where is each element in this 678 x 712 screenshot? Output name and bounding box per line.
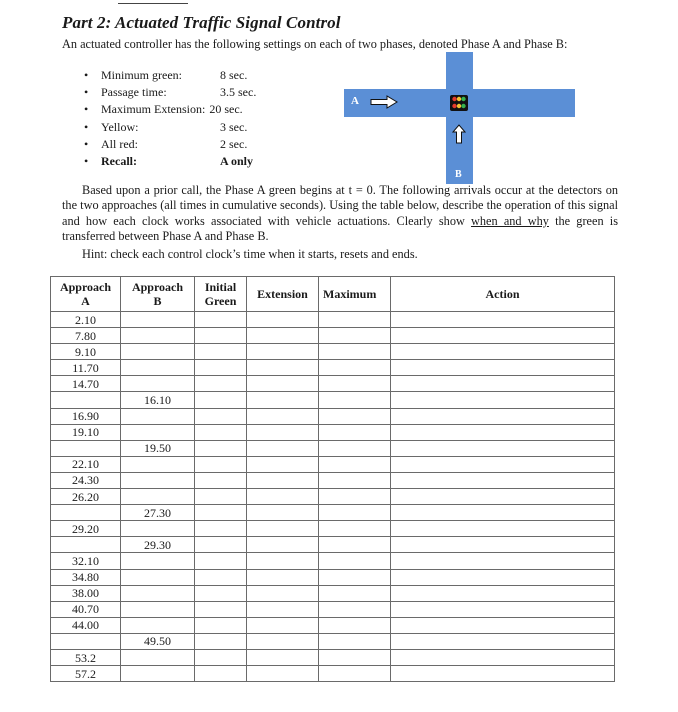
- table-body: [51, 312, 615, 682]
- cell-approach-b: [121, 601, 195, 617]
- cell-approach-a: 9.10: [51, 344, 121, 360]
- cell-extension[interactable]: [247, 601, 319, 617]
- cell-initial-green[interactable]: [195, 633, 247, 649]
- header-initial-green: Initial Green: [195, 277, 247, 312]
- cell-action[interactable]: [391, 344, 615, 360]
- cell-initial-green[interactable]: [195, 328, 247, 344]
- cell-approach-b: [121, 472, 195, 488]
- cell-maximum[interactable]: [319, 344, 391, 360]
- cell-maximum[interactable]: [319, 633, 391, 649]
- setting-value: A only: [220, 154, 254, 169]
- table-row: [51, 649, 615, 665]
- cell-action[interactable]: [391, 489, 615, 505]
- header-approach-b: Approach B: [121, 277, 195, 312]
- cell-initial-green[interactable]: [195, 472, 247, 488]
- cell-maximum[interactable]: [319, 440, 391, 456]
- setting-label: Passage time:: [101, 85, 167, 100]
- setting-label: Yellow:: [101, 119, 139, 134]
- setting-label: Minimum green:: [101, 68, 182, 82]
- cell-maximum[interactable]: [319, 312, 391, 328]
- cell-extension[interactable]: [247, 472, 319, 488]
- cell-approach-a: 40.70: [51, 601, 121, 617]
- cell-extension[interactable]: [247, 569, 319, 585]
- cell-approach-a: 34.80: [51, 569, 121, 585]
- cell-initial-green[interactable]: [195, 376, 247, 392]
- setting-min-green: [84, 67, 256, 84]
- cell-approach-a: [51, 537, 121, 553]
- cell-maximum[interactable]: [319, 666, 391, 682]
- table-row: [51, 456, 615, 472]
- table-row: [51, 440, 615, 456]
- right-arrow-icon: [370, 95, 398, 109]
- cell-extension[interactable]: [247, 424, 319, 440]
- cell-initial-green[interactable]: [195, 521, 247, 537]
- cell-action[interactable]: [391, 521, 615, 537]
- cell-approach-b: 16.10: [121, 392, 195, 408]
- cell-approach-a: 38.00: [51, 585, 121, 601]
- up-arrow-icon: [452, 124, 466, 144]
- approach-b-label: B: [455, 169, 462, 180]
- table-row: [51, 360, 615, 376]
- cell-initial-green[interactable]: [195, 569, 247, 585]
- setting-all-red: [84, 136, 256, 153]
- cell-action[interactable]: [391, 440, 615, 456]
- cell-action[interactable]: [391, 585, 615, 601]
- table-row: [51, 569, 615, 585]
- cell-extension[interactable]: [247, 649, 319, 665]
- cell-extension[interactable]: [247, 392, 319, 408]
- cell-extension[interactable]: [247, 505, 319, 521]
- cell-extension[interactable]: [247, 617, 319, 633]
- setting-label: Recall:: [101, 154, 137, 169]
- cell-approach-b: [121, 408, 195, 424]
- cell-initial-green[interactable]: [195, 617, 247, 633]
- cell-action[interactable]: [391, 424, 615, 440]
- cell-action[interactable]: [391, 569, 615, 585]
- paragraph-text: Based upon a prior call, the Phase A green begins at t = 0. The following arrivals occur at the detectors on the two approaches (all times in cumulative seconds). Using the table below, describe the operation of this signal and how each clock works associated with vehicle actuations. Clearly show: [62, 183, 618, 228]
- top-rule: [118, 0, 188, 4]
- cell-approach-b: 29.30: [121, 537, 195, 553]
- cell-approach-b: [121, 424, 195, 440]
- cell-maximum[interactable]: [319, 601, 391, 617]
- cell-maximum[interactable]: [319, 617, 391, 633]
- cell-approach-a: [51, 440, 121, 456]
- table-row: [51, 537, 615, 553]
- header-approach-a: Approach A: [51, 277, 121, 312]
- cell-maximum[interactable]: [319, 376, 391, 392]
- table-row: [51, 633, 615, 649]
- cell-approach-a: 7.80: [51, 328, 121, 344]
- cell-extension[interactable]: [247, 328, 319, 344]
- cell-initial-green[interactable]: [195, 408, 247, 424]
- table-row: [51, 666, 615, 682]
- header-action: Action: [391, 277, 615, 312]
- cell-maximum[interactable]: [319, 328, 391, 344]
- part-title: Part 2: Actuated Traffic Signal Control: [62, 13, 341, 32]
- intro-text: An actuated controller has the following settings on each of two phases, denoted Phase A and Phase B:: [62, 37, 568, 51]
- paragraph-text-end: the green is transferred between Phase A and Phase B.: [62, 213, 618, 244]
- cell-approach-b: [121, 328, 195, 344]
- cell-maximum[interactable]: [319, 408, 391, 424]
- cell-maximum[interactable]: [319, 585, 391, 601]
- cell-extension[interactable]: [247, 440, 319, 456]
- cell-approach-b: [121, 553, 195, 569]
- bullet-icon: •: [84, 85, 89, 100]
- table-row: [51, 553, 615, 569]
- cell-extension[interactable]: [247, 553, 319, 569]
- cell-action[interactable]: [391, 312, 615, 328]
- cell-approach-b: [121, 489, 195, 505]
- cell-maximum[interactable]: [319, 521, 391, 537]
- cell-approach-b: [121, 456, 195, 472]
- cell-approach-a: 22.10: [51, 456, 121, 472]
- cell-approach-a: 57.2: [51, 666, 121, 682]
- cell-extension[interactable]: [247, 312, 319, 328]
- cell-extension[interactable]: [247, 489, 319, 505]
- table-row: [51, 376, 615, 392]
- cell-maximum[interactable]: [319, 537, 391, 553]
- cell-approach-a: 11.70: [51, 360, 121, 376]
- table-row: [51, 489, 615, 505]
- table-row: [51, 392, 615, 408]
- cell-approach-b: [121, 585, 195, 601]
- cell-extension[interactable]: [247, 666, 319, 682]
- cell-approach-a: 32.10: [51, 553, 121, 569]
- cell-approach-b: [121, 617, 195, 633]
- cell-initial-green[interactable]: [195, 456, 247, 472]
- table-row: [51, 505, 615, 521]
- cell-extension[interactable]: [247, 537, 319, 553]
- cell-maximum[interactable]: [319, 472, 391, 488]
- header-maximum: Maximum: [319, 277, 391, 312]
- setting-value: 2 sec.: [220, 136, 248, 151]
- cell-action[interactable]: [391, 376, 615, 392]
- cell-initial-green[interactable]: [195, 392, 247, 408]
- cell-approach-a: 2.10: [51, 312, 121, 328]
- cell-extension[interactable]: [247, 360, 319, 376]
- header-extension: Extension: [247, 277, 319, 312]
- table-row: [51, 585, 615, 601]
- setting-value: 20 sec.: [209, 102, 243, 117]
- cell-initial-green[interactable]: [195, 360, 247, 376]
- problem-paragraph: [62, 183, 618, 245]
- cell-approach-b: [121, 344, 195, 360]
- cell-approach-b: 19.50: [121, 440, 195, 456]
- cell-action[interactable]: [391, 537, 615, 553]
- cell-approach-a: 29.20: [51, 521, 121, 537]
- bullet-icon: •: [84, 136, 89, 151]
- cell-initial-green[interactable]: [195, 649, 247, 665]
- cell-action[interactable]: [391, 633, 615, 649]
- road-vertical: [446, 52, 473, 184]
- cell-initial-green[interactable]: [195, 312, 247, 328]
- cell-initial-green[interactable]: [195, 489, 247, 505]
- hint-text: Hint: check each control clock’s time when it starts, resets and ends.: [82, 247, 418, 261]
- cell-approach-b: 49.50: [121, 633, 195, 649]
- table-row: [51, 472, 615, 488]
- setting-passage-time: [84, 84, 256, 101]
- cell-action[interactable]: [391, 408, 615, 424]
- cell-approach-b: [121, 649, 195, 665]
- cell-maximum[interactable]: [319, 489, 391, 505]
- cell-approach-a: [51, 505, 121, 521]
- cell-approach-a: 53.2: [51, 649, 121, 665]
- table-row: [51, 424, 615, 440]
- table-row: [51, 601, 615, 617]
- cell-action[interactable]: [391, 328, 615, 344]
- actuation-table: [50, 276, 615, 682]
- cell-approach-b: [121, 666, 195, 682]
- bullet-icon: •: [84, 154, 89, 169]
- bullet-icon: •: [84, 119, 89, 134]
- setting-value: 3 sec.: [220, 119, 248, 134]
- setting-label: Maximum Extension:: [101, 102, 206, 117]
- cell-action[interactable]: [391, 456, 615, 472]
- cell-extension[interactable]: [247, 633, 319, 649]
- table-row: [51, 521, 615, 537]
- cell-approach-a: [51, 392, 121, 408]
- cell-approach-a: 19.10: [51, 424, 121, 440]
- bullet-icon: •: [84, 68, 89, 82]
- cell-action[interactable]: [391, 553, 615, 569]
- cell-approach-b: [121, 569, 195, 585]
- cell-extension[interactable]: [247, 585, 319, 601]
- cell-maximum[interactable]: [319, 360, 391, 376]
- cell-approach-b: [121, 312, 195, 328]
- settings-list: [84, 67, 256, 170]
- cell-extension[interactable]: [247, 521, 319, 537]
- cell-extension[interactable]: [247, 408, 319, 424]
- cell-initial-green[interactable]: [195, 424, 247, 440]
- cell-approach-a: [51, 633, 121, 649]
- cell-action[interactable]: [391, 617, 615, 633]
- cell-action[interactable]: [391, 360, 615, 376]
- cell-maximum[interactable]: [319, 456, 391, 472]
- bullet-icon: •: [84, 102, 89, 117]
- cell-initial-green[interactable]: [195, 666, 247, 682]
- cell-action[interactable]: [391, 601, 615, 617]
- cell-maximum[interactable]: [319, 649, 391, 665]
- cell-maximum[interactable]: [319, 505, 391, 521]
- cell-initial-green[interactable]: [195, 344, 247, 360]
- cell-approach-a: 16.90: [51, 408, 121, 424]
- cell-action[interactable]: [391, 392, 615, 408]
- cell-maximum[interactable]: [319, 392, 391, 408]
- cell-initial-green[interactable]: [195, 537, 247, 553]
- cell-approach-a: 26.20: [51, 489, 121, 505]
- cell-approach-a: 44.00: [51, 617, 121, 633]
- cell-maximum[interactable]: [319, 553, 391, 569]
- setting-recall: [84, 153, 256, 170]
- cell-action[interactable]: [391, 666, 615, 682]
- table-header-row: [51, 277, 615, 312]
- cell-extension[interactable]: [247, 344, 319, 360]
- cell-approach-b: [121, 376, 195, 392]
- traffic-light-icon: [449, 93, 469, 113]
- cell-initial-green[interactable]: [195, 440, 247, 456]
- setting-value: 8 sec.: [220, 68, 248, 82]
- cell-initial-green[interactable]: [195, 553, 247, 569]
- setting-max-extension: [84, 101, 256, 118]
- cell-approach-b: [121, 360, 195, 376]
- cell-approach-b: [121, 521, 195, 537]
- approach-a-label: A: [351, 95, 359, 107]
- cell-extension[interactable]: [247, 376, 319, 392]
- cell-approach-a: 14.70: [51, 376, 121, 392]
- cell-action[interactable]: [391, 472, 615, 488]
- setting-label: All red:: [101, 136, 138, 151]
- cell-maximum[interactable]: [319, 569, 391, 585]
- table-row: [51, 344, 615, 360]
- table-row: [51, 328, 615, 344]
- cell-maximum[interactable]: [319, 424, 391, 440]
- cell-extension[interactable]: [247, 456, 319, 472]
- cell-action[interactable]: [391, 649, 615, 665]
- cell-approach-b: 27.30: [121, 505, 195, 521]
- table-row: [51, 408, 615, 424]
- table-row: [51, 617, 615, 633]
- cell-initial-green[interactable]: [195, 601, 247, 617]
- cell-initial-green[interactable]: [195, 505, 247, 521]
- paragraph-underlined: when and why: [471, 213, 549, 228]
- table-row: [51, 312, 615, 328]
- setting-value: 3.5 sec.: [220, 85, 257, 100]
- cell-initial-green[interactable]: [195, 585, 247, 601]
- setting-yellow: [84, 119, 256, 136]
- cell-approach-a: 24.30: [51, 472, 121, 488]
- cell-action[interactable]: [391, 505, 615, 521]
